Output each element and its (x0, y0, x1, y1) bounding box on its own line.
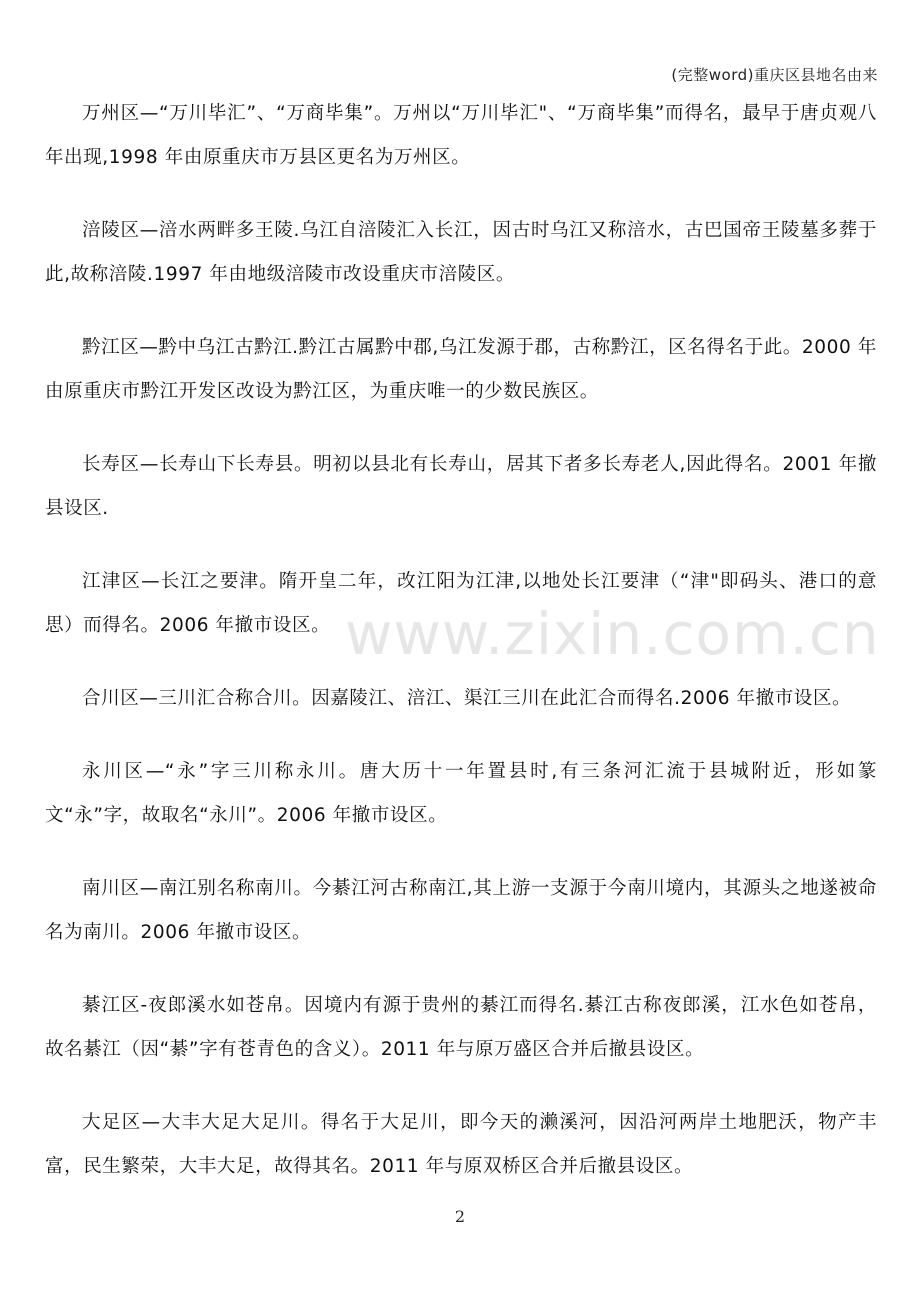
paragraph-wanzhou: 万州区—“万川毕汇”、“万商毕集”。万州以“万川毕汇"、“万商毕集”而得名，最早于唐贞观八年出现,1998 年由原重庆市万县区更名为万州区。 (45, 103, 877, 168)
paragraph-yongchuan: 永川区—“永”字三川称永川。唐大历十一年置县时,有三条河汇流于县城附近，形如篆文“永”字，故取名“永川”。2006 年撤市设区。 (45, 761, 877, 826)
paragraph-fuling: 涪陵区—涪水两畔多王陵.乌江自涪陵汇入长江，因古时乌江又称涪水，古巴国帝王陵墓多葬于此,故称涪陵.1997 年由地级涪陵市改设重庆市涪陵区。 (45, 220, 877, 285)
paragraph-jiangjin: 江津区—长江之要津。隋开皇二年，改江阳为江津,以地处长江要津（“津"即码头、港口的意思）而得名。2006 年撤市设区。 (45, 571, 877, 636)
paragraph-hechuan: 合川区—三川汇合称合川。因嘉陵江、涪江、渠江三川在此汇合而得名.2006 年撤市设区。 (82, 688, 852, 709)
paragraph-nanchuan: 南川区—南江别名称南川。今綦江河古称南江,其上游一支源于今南川境内，其源头之地遂被命名为南川。2006 年撤市设区。 (45, 878, 877, 943)
paragraph-qianjiang: 黔江区—黔中乌江古黔江.黔江古属黔中郡,乌江发源于郡，古称黔江，区名得名于此。2000 年由原重庆市黔江开发区改设为黔江区，为重庆唯一的少数民族区。 (45, 337, 877, 402)
document-body (45, 92, 877, 1218)
paragraph-dazu: 大足区—大丰大足大足川。得名于大足川，即今天的濑溪河，因沿河两岸土地肥沃，物产丰富，民生繁荣，大丰大足，故得其名。2011 年与原双桥区合并后撤县设区。 (45, 1112, 877, 1177)
watermark: www.zixin.com.cn (345, 600, 880, 668)
paragraph-changshou: 长寿区—长寿山下长寿县。明初以县北有长寿山，居其下者多长寿老人,因此得名。2001 年撤县设区. (45, 454, 877, 519)
page-number: 2 (454, 1207, 466, 1226)
document-header: (完整word)重庆区县地名由来 (671, 66, 878, 84)
paragraph-qijiang: 綦江区-夜郎溪水如苍帛。因境内有源于贵州的綦江而得名.綦江古称夜郎溪，江水色如苍帛，故名綦江（因“綦”字有苍青色的含义）。2011 年与原万盛区合并后撤县设区。 (45, 995, 877, 1060)
